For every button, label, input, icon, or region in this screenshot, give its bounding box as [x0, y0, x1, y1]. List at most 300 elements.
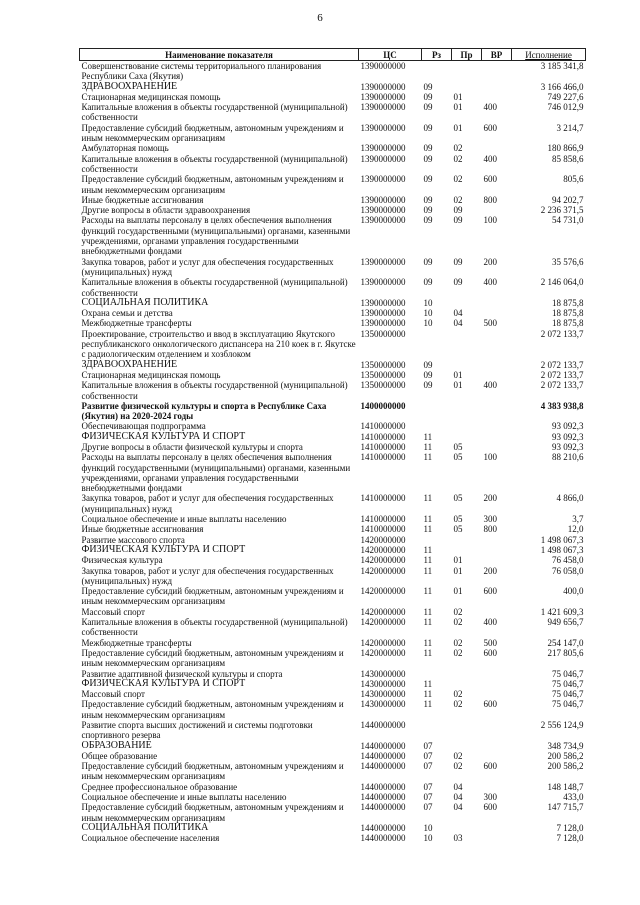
- cell-cs: 1410000000: [360, 493, 406, 504]
- cell-pr: 05: [453, 493, 463, 504]
- cell-sum: 18 875,8: [552, 318, 584, 329]
- cell-rz: 09: [423, 205, 433, 216]
- cell-rz: 07: [423, 740, 433, 751]
- cell-vr: [482, 298, 512, 308]
- cell-sum: 200 586,2: [547, 750, 584, 761]
- cell-cs: 1420000000: [360, 637, 406, 648]
- cell-vr: 600: [483, 699, 497, 710]
- cell-cs: 1390000000: [360, 61, 406, 71]
- table-row: [80, 318, 586, 328]
- cell-sum: 3 185 341,8: [540, 61, 584, 71]
- cell-sum: 147 715,7: [547, 802, 584, 813]
- cell-sum: 12,0: [567, 524, 584, 535]
- cell-pr: 02: [453, 617, 463, 628]
- cell-sum: 2 072 133,7: [540, 380, 584, 391]
- cell-cs: 1390000000: [360, 205, 406, 216]
- cell-vr: 500: [483, 637, 497, 648]
- cell-cs: 1390000000: [360, 102, 406, 113]
- cell-sum: 180 866,9: [547, 143, 584, 154]
- table-row: [80, 205, 586, 215]
- cell-rz: [422, 421, 452, 431]
- cell-sum: 7 128,0: [556, 822, 584, 833]
- cell-name: Капитальные вложения в объекты государственной (муниципальной) собственности: [81, 153, 348, 174]
- table-row: [80, 648, 586, 669]
- cell-name: Стационарная медицинская помощь: [81, 91, 221, 102]
- cell-vr: 200: [483, 256, 497, 267]
- cell-pr: 02: [453, 647, 463, 658]
- cell-name: Совершенствование системы территориального планирования Республики Саха (Якутия): [81, 61, 322, 82]
- cell-pr: [452, 741, 482, 751]
- cell-rz: 11: [423, 431, 433, 442]
- cell-rz: 09: [423, 277, 433, 288]
- cell-pr: [452, 545, 482, 555]
- cell-pr: 01: [453, 565, 463, 576]
- cell-vr: [482, 360, 512, 370]
- table-row: [80, 607, 586, 617]
- cell-cs: 1420000000: [360, 647, 406, 658]
- cell-rz: 09: [423, 380, 433, 391]
- cell-rz: 09: [423, 122, 433, 133]
- cell-vr: [482, 535, 512, 545]
- cell-cs: 1410000000: [360, 431, 406, 442]
- cell-name: Обеспечивающая подпрограмма: [81, 421, 206, 432]
- cell-name: Социальное обеспечение и иные выплаты населению: [81, 792, 287, 803]
- cell-vr: 800: [483, 524, 497, 535]
- cell-vr: [482, 329, 512, 360]
- cell-name: ЗДРАВООХРАНЕНИЕ: [81, 80, 178, 92]
- cell-name: Межбюджетные трансферты: [81, 318, 192, 329]
- cell-pr: 02: [453, 761, 463, 772]
- cell-cs: 1390000000: [360, 91, 406, 102]
- cell-pr: 02: [453, 153, 463, 164]
- cell-pr: [452, 669, 482, 679]
- cell-pr: 02: [453, 699, 463, 710]
- cell-rz: 10: [423, 833, 433, 844]
- cell-vr: 400: [483, 617, 497, 628]
- table-row: [80, 617, 586, 638]
- cell-sum: 746 012,9: [547, 102, 584, 113]
- table-row: [80, 699, 586, 720]
- cell-pr: 01: [453, 102, 463, 113]
- table-row: [80, 61, 586, 82]
- cell-cs: 1420000000: [360, 544, 406, 555]
- table-row: [80, 720, 586, 741]
- cell-vr: 600: [483, 174, 497, 185]
- cell-rz: 09: [423, 369, 433, 380]
- cell-vr: 200: [483, 493, 497, 504]
- cell-vr: [482, 61, 512, 82]
- cell-rz: [422, 720, 452, 741]
- cell-vr: 600: [483, 586, 497, 597]
- cell-rz: 11: [423, 586, 433, 597]
- table-row: [80, 277, 586, 298]
- table-row: [80, 452, 586, 493]
- cell-sum: 75 046,7: [552, 689, 584, 700]
- cell-vr: [482, 555, 512, 565]
- cell-rz: 11: [423, 689, 433, 700]
- cell-cs: 1420000000: [360, 606, 406, 617]
- cell-sum: 400,0: [563, 586, 584, 597]
- cell-cs: 1420000000: [360, 534, 406, 545]
- cell-sum: 75 046,7: [552, 668, 584, 679]
- cell-cs: 1440000000: [360, 750, 406, 761]
- cell-rz: 11: [423, 678, 433, 689]
- cell-rz: 07: [423, 761, 433, 772]
- cell-vr: 600: [483, 122, 497, 133]
- cell-rz: 11: [423, 637, 433, 648]
- cell-rz: [422, 669, 452, 679]
- cell-vr: [482, 308, 512, 318]
- cell-pr: 04: [453, 308, 463, 319]
- cell-rz: 07: [423, 792, 433, 803]
- cell-pr: 05: [453, 441, 463, 452]
- cell-name: Межбюджетные трансферты: [81, 637, 192, 648]
- cell-cs: 1440000000: [360, 781, 406, 792]
- cell-pr: 05: [453, 514, 463, 525]
- cell-rz: 09: [423, 81, 433, 92]
- cell-rz: [422, 535, 452, 545]
- cell-cs: 1440000000: [360, 761, 406, 772]
- cell-name: Закупка товаров, работ и услуг для обеспечения государственных (муниципальных) нужд: [81, 256, 334, 277]
- table-row: [80, 679, 586, 689]
- cell-name: Предоставление субсидий бюджетным, автономным учреждениям и иным некоммерческим организациям: [81, 586, 344, 607]
- cell-rz: [422, 61, 452, 82]
- cell-sum: 54 731,0: [552, 215, 584, 226]
- table-row: [80, 102, 586, 123]
- cell-name: Развитие массового спорта: [81, 534, 185, 545]
- cell-name: Капитальные вложения в объекты государственной (муниципальной) собственности: [81, 380, 348, 401]
- cell-name: Капитальные вложения в объекты государственной (муниципальной) собственности: [81, 102, 348, 123]
- cell-vr: [482, 669, 512, 679]
- cell-sum: 3,7: [572, 514, 584, 525]
- cell-cs: 1390000000: [360, 122, 406, 133]
- table-row: [80, 741, 586, 751]
- cell-cs: 1350000000: [360, 328, 406, 339]
- cell-pr: 05: [453, 524, 463, 535]
- cell-vr: 400: [483, 277, 497, 288]
- cell-vr: [482, 823, 512, 833]
- cell-name: Закупка товаров, работ и услуг для обеспечения государственных (муниципальных) нужд: [81, 565, 334, 586]
- cell-rz: 09: [423, 194, 433, 205]
- cell-sum: 1 498 067,3: [540, 544, 584, 555]
- budget-table: [79, 48, 586, 844]
- cell-cs: 1400000000: [360, 400, 406, 411]
- cell-rz: 07: [423, 750, 433, 761]
- cell-sum: 2 072 133,7: [540, 369, 584, 380]
- cell-name: Предоставление субсидий бюджетным, автономным учреждениям и иным некоммерческим организациям: [81, 802, 344, 823]
- cell-sum: 3 214,7: [556, 122, 584, 133]
- cell-name: Развитие физической культуры и спорта в Республике Саха (Якутия) на 2020-2024 годы: [81, 400, 327, 422]
- cell-vr: [482, 370, 512, 380]
- table-row: [80, 833, 586, 843]
- cell-rz: 11: [423, 699, 433, 710]
- table-row: [80, 751, 586, 761]
- cell-vr: 600: [483, 802, 497, 813]
- cell-pr: [452, 823, 482, 833]
- table-row: [80, 174, 586, 195]
- cell-rz: 11: [423, 452, 433, 463]
- cell-sum: 2 146 064,0: [540, 277, 584, 288]
- column-header-name: Наименование показателя: [80, 49, 359, 61]
- cell-vr: 100: [483, 452, 497, 463]
- table-row: [80, 555, 586, 565]
- cell-name: Другие вопросы в области физической культуры и спорта: [81, 441, 303, 452]
- cell-vr: [482, 401, 512, 422]
- cell-name: ФИЗИЧЕСКАЯ КУЛЬТУРА И СПОРТ: [81, 543, 246, 555]
- cell-name: Социальное обеспечение населения: [81, 833, 220, 844]
- cell-name: Предоставление субсидий бюджетным, автономным учреждениям и иным некоммерческим организациям: [81, 761, 344, 782]
- cell-cs: 1410000000: [360, 524, 406, 535]
- cell-pr: 09: [453, 277, 463, 288]
- cell-vr: [482, 751, 512, 761]
- cell-rz: 11: [423, 493, 433, 504]
- cell-cs: 1430000000: [360, 689, 406, 700]
- cell-pr: 01: [453, 586, 463, 597]
- table-row: [80, 154, 586, 175]
- cell-name: Общее образование: [81, 750, 158, 761]
- cell-pr: [452, 432, 482, 442]
- cell-name: Предоставление субсидий бюджетным, автономным учреждениям и иным некоммерческим организациям: [81, 699, 344, 720]
- cell-name: ЗДРАВООХРАНЕНИЕ: [81, 358, 178, 370]
- cell-vr: [482, 143, 512, 153]
- cell-vr: [482, 545, 512, 555]
- cell-vr: 500: [483, 318, 497, 329]
- cell-pr: 02: [453, 143, 463, 154]
- cell-pr: 02: [453, 174, 463, 185]
- cell-name: Предоставление субсидий бюджетным, автономным учреждениям и иным некоммерческим организациям: [81, 122, 344, 144]
- cell-pr: [452, 679, 482, 689]
- cell-cs: 1350000000: [360, 380, 406, 391]
- cell-cs: 1430000000: [360, 668, 406, 679]
- cell-vr: [482, 679, 512, 689]
- cell-cs: 1350000000: [360, 359, 406, 370]
- cell-pr: [452, 360, 482, 370]
- table-row: [80, 308, 586, 318]
- cell-name: Иные бюджетные ассигнования: [81, 524, 204, 535]
- cell-pr: 02: [453, 194, 463, 205]
- cell-sum: 348 734,9: [547, 740, 584, 751]
- column-header-cs: ЦС: [359, 49, 422, 61]
- cell-sum: 75 046,7: [552, 678, 584, 689]
- column-header-vr: ВР: [482, 49, 512, 61]
- cell-sum: 18 875,8: [552, 297, 584, 308]
- cell-name: Другие вопросы в области здравоохранения: [81, 205, 251, 216]
- cell-pr: 01: [453, 369, 463, 380]
- cell-rz: [422, 329, 452, 360]
- cell-rz: 11: [423, 514, 433, 525]
- cell-pr: 09: [453, 215, 463, 226]
- cell-cs: 1390000000: [360, 318, 406, 329]
- cell-pr: 02: [453, 637, 463, 648]
- cell-vr: [482, 607, 512, 617]
- cell-sum: 2 556 124,9: [540, 720, 584, 730]
- table-row: [80, 823, 586, 833]
- cell-rz: 10: [423, 297, 433, 308]
- cell-sum: 93 092,3: [552, 421, 584, 432]
- cell-vr: [482, 82, 512, 92]
- cell-vr: [482, 421, 512, 431]
- cell-vr: 300: [483, 792, 497, 803]
- cell-sum: 94 202,7: [552, 194, 584, 205]
- cell-pr: [452, 421, 482, 431]
- cell-cs: 1390000000: [360, 297, 406, 308]
- cell-rz: 09: [423, 174, 433, 185]
- cell-vr: [482, 689, 512, 699]
- page-number: 6: [317, 12, 323, 24]
- cell-sum: 4 383 938,8: [540, 400, 584, 411]
- cell-pr: 04: [453, 792, 463, 803]
- cell-sum: 3 166 466,0: [540, 81, 584, 92]
- cell-vr: [482, 442, 512, 452]
- cell-vr: [482, 833, 512, 843]
- cell-sum: 76 458,0: [552, 555, 584, 566]
- table-row: [80, 689, 586, 699]
- table-row: [80, 329, 586, 360]
- cell-rz: 11: [423, 441, 433, 452]
- table-row: [80, 143, 586, 153]
- table-row: [80, 123, 586, 144]
- cell-cs: 1350000000: [360, 369, 406, 380]
- cell-cs: 1390000000: [360, 215, 406, 226]
- cell-pr: [452, 61, 482, 82]
- column-header-pr: Пр: [452, 49, 482, 61]
- cell-cs: 1390000000: [360, 153, 406, 164]
- cell-rz: 11: [423, 647, 433, 658]
- cell-name: Охрана семьи и детства: [81, 308, 173, 319]
- cell-name: ФИЗИЧЕСКАЯ КУЛЬТУРА И СПОРТ: [81, 430, 246, 442]
- table-row: [80, 370, 586, 380]
- cell-sum: 2 072 133,7: [540, 328, 584, 339]
- cell-name: Закупка товаров, работ и услуг для обеспечения государственных (муниципальных) нужд: [81, 493, 334, 514]
- cell-sum: 749 227,6: [547, 91, 584, 102]
- cell-cs: 1440000000: [360, 720, 406, 730]
- cell-name: Развитие спорта высших достижений и системы подготовки спортивного резерва: [81, 720, 313, 741]
- cell-vr: 200: [483, 565, 497, 576]
- column-header-rz: Рз: [422, 49, 452, 61]
- cell-sum: 75 046,7: [552, 699, 584, 710]
- table-row: [80, 195, 586, 205]
- cell-vr: 300: [483, 514, 497, 525]
- cell-pr: 01: [453, 555, 463, 566]
- cell-sum: 76 058,0: [552, 565, 584, 576]
- cell-cs: 1420000000: [360, 565, 406, 576]
- cell-cs: 1390000000: [360, 194, 406, 205]
- table-row: [80, 782, 586, 792]
- cell-rz: 09: [423, 91, 433, 102]
- cell-rz: 10: [423, 308, 433, 319]
- cell-pr: 04: [453, 802, 463, 813]
- cell-sum: 2 072 133,7: [540, 359, 584, 370]
- table-row: [80, 432, 586, 442]
- cell-sum: 4 866,0: [556, 493, 584, 504]
- cell-cs: 1440000000: [360, 822, 406, 833]
- cell-cs: 1390000000: [360, 81, 406, 92]
- cell-cs: 1420000000: [360, 555, 406, 566]
- cell-sum: 7 128,0: [556, 833, 584, 844]
- table-row: [80, 761, 586, 782]
- cell-vr: [482, 741, 512, 751]
- cell-rz: 11: [423, 606, 433, 617]
- cell-cs: 1390000000: [360, 308, 406, 319]
- table-row: [80, 638, 586, 648]
- cell-name: Расходы на выплаты персоналу в целях обеспечения выполнения функций государственными (муниципальными) органами, казенными учреждениями, органами управления государственными внебюджетными фондами: [81, 215, 351, 257]
- cell-rz: 09: [423, 215, 433, 226]
- cell-pr: 02: [453, 606, 463, 617]
- table-row: [80, 82, 586, 92]
- cell-cs: 1440000000: [360, 792, 406, 803]
- table-row: [80, 493, 586, 514]
- cell-vr: 600: [483, 647, 497, 658]
- cell-rz: 11: [423, 544, 433, 555]
- cell-sum: 1 498 067,3: [540, 534, 584, 545]
- cell-pr: 01: [453, 380, 463, 391]
- cell-sum: 217 805,6: [547, 647, 584, 658]
- cell-name: Массовый спорт: [81, 689, 145, 700]
- cell-vr: 100: [483, 215, 497, 226]
- cell-name: Физическая культура: [81, 555, 163, 566]
- cell-vr: [482, 205, 512, 215]
- cell-rz: 07: [423, 802, 433, 813]
- cell-cs: 1440000000: [360, 802, 406, 813]
- cell-name: Стационарная медицинская помощь: [81, 369, 221, 380]
- cell-cs: 1430000000: [360, 678, 406, 689]
- cell-pr: [452, 329, 482, 360]
- cell-rz: 10: [423, 822, 433, 833]
- cell-pr: 02: [453, 689, 463, 700]
- table-row: [80, 442, 586, 452]
- cell-sum: 18 875,8: [552, 308, 584, 319]
- cell-name: Иные бюджетные ассигнования: [81, 194, 204, 205]
- cell-rz: 09: [423, 359, 433, 370]
- cell-cs: 1410000000: [360, 441, 406, 452]
- cell-pr: [452, 82, 482, 92]
- table-row: [80, 514, 586, 524]
- cell-pr: 03: [453, 833, 463, 844]
- table-header-row: [80, 49, 586, 61]
- cell-pr: [452, 298, 482, 308]
- table-row: [80, 545, 586, 555]
- table-row: [80, 586, 586, 607]
- cell-cs: 1390000000: [360, 143, 406, 154]
- cell-vr: [482, 782, 512, 792]
- cell-cs: 1410000000: [360, 452, 406, 463]
- cell-cs: 1420000000: [360, 617, 406, 628]
- cell-sum: 148 148,7: [547, 781, 584, 792]
- cell-vr: 400: [483, 102, 497, 113]
- cell-cs: 1410000000: [360, 514, 406, 525]
- cell-pr: 01: [453, 91, 463, 102]
- table-row: [80, 401, 586, 422]
- cell-name: Расходы на выплаты персоналу в целях обеспечения выполнения функций государственными (муниципальными) органами, казенными учреждениями, органами управления государственными внебюджетными фондами: [81, 452, 351, 494]
- cell-pr: [452, 401, 482, 422]
- table-body: [80, 61, 586, 844]
- cell-sum: 200 586,2: [547, 761, 584, 772]
- table-row: [80, 792, 586, 802]
- cell-sum: 93 092,3: [552, 441, 584, 452]
- cell-rz: 11: [423, 524, 433, 535]
- table-row: [80, 802, 586, 823]
- table-row: [80, 380, 586, 401]
- cell-vr: 600: [483, 761, 497, 772]
- cell-name: ФИЗИЧЕСКАЯ КУЛЬТУРА И СПОРТ: [81, 677, 246, 689]
- cell-sum: 35 576,6: [552, 256, 584, 267]
- cell-name: СОЦИАЛЬНАЯ ПОЛИТИКА: [81, 821, 209, 833]
- cell-rz: 09: [423, 153, 433, 164]
- cell-cs: 1410000000: [360, 421, 406, 432]
- cell-rz: 11: [423, 617, 433, 628]
- cell-rz: 09: [423, 256, 433, 267]
- cell-pr: 09: [453, 205, 463, 216]
